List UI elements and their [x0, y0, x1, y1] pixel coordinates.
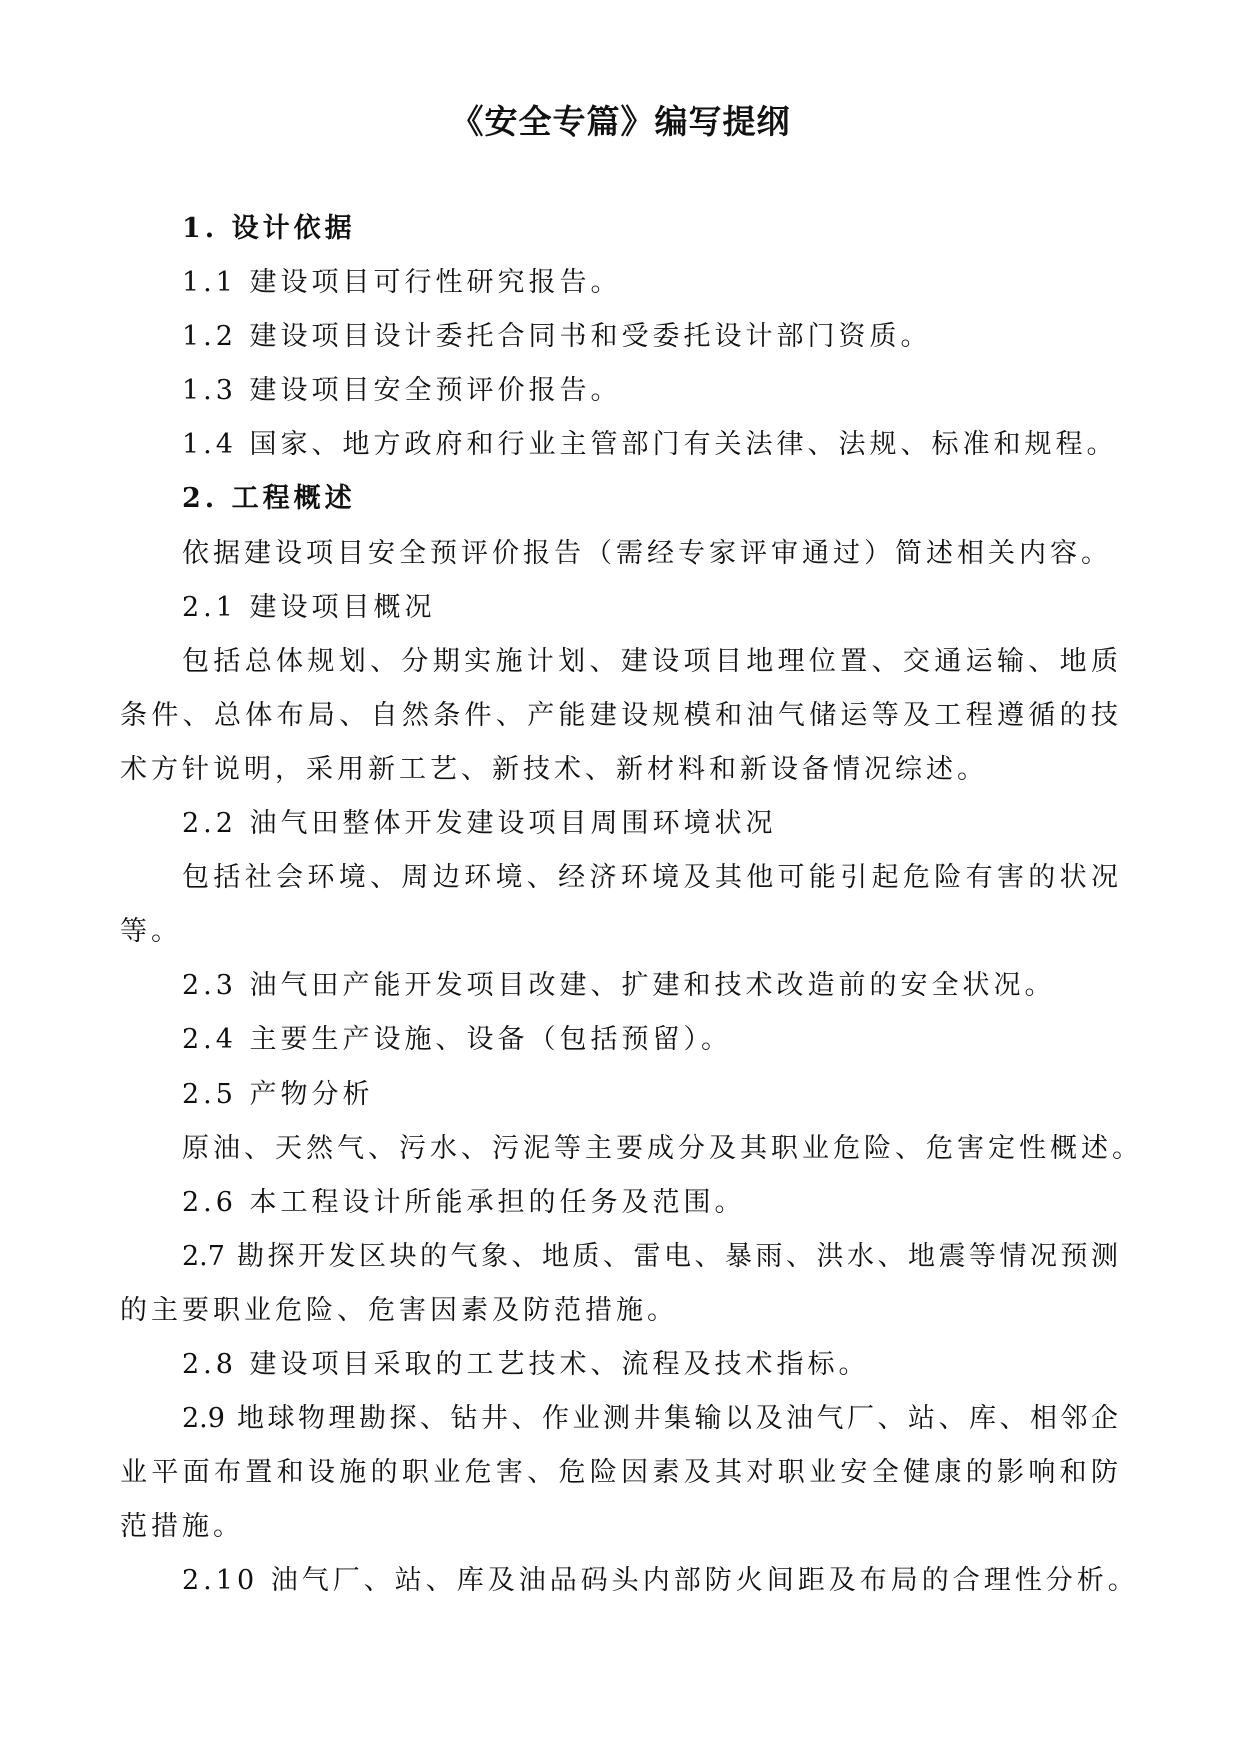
text-line: 条件、总体布局、自然条件、产能建设规模和油气储运等及工程遵循的技: [120, 699, 1118, 731]
paragraph: [120, 851, 1118, 959]
paragraph: [120, 1013, 1118, 1067]
text-line: 1.1 建设项目可行性研究报告。: [182, 267, 622, 299]
text-line: 2.4 主要生产设施、设备（包括预留）。: [182, 1024, 733, 1056]
text-line: 等。: [120, 916, 182, 948]
text-line: 2.8 建设项目采取的工艺技术、流程及技术指标。: [182, 1348, 870, 1380]
text-line: 2.3 油气田产能开发项目改建、扩建和技术改造前的安全状况。: [182, 970, 1056, 1002]
text-line: 1.2 建设项目设计委托合同书和受委托设计部门资质。: [182, 321, 932, 353]
document-title: 《安全专篇》编写提纲: [450, 102, 791, 141]
paragraph: [120, 1338, 1118, 1392]
text-line: 2.6 本工程设计所能承担的任务及范围。: [182, 1186, 746, 1218]
text-line: 依据建设项目安全预评价报告（需经专家评审通过）简述相关内容。: [182, 537, 1112, 569]
text-line: 包括社会环境、周边环境、经济环境及其他可能引起危险有害的状况: [182, 862, 1118, 894]
text-line: 1.4 国家、地方政府和行业主管部门有关法律、法规、标准和规程。: [182, 429, 1118, 461]
text-line: 包括总体规划、分期实施计划、建设项目地理位置、交通运输、地质: [182, 645, 1118, 677]
paragraph: [120, 1176, 1118, 1230]
text-line: 2.5 产物分析: [182, 1078, 374, 1110]
paragraph: [120, 1230, 1118, 1338]
text-line: 1.3 建设项目安全预评价报告。: [182, 375, 622, 407]
section-heading: [120, 472, 1118, 526]
text-line: 2.10 油气厂、站、库及油品码头内部防火间距及布局的合理性分析。: [182, 1565, 1139, 1597]
text-line: 原油、天然气、污水、污泥等主要成分及其职业危险、危害定性概述。: [182, 1132, 1143, 1164]
paragraph: [120, 527, 1118, 581]
paragraph: [120, 959, 1118, 1013]
paragraph: [120, 310, 1118, 364]
paragraph: [120, 256, 1118, 310]
text-line: 业平面布置和设施的职业危害、危险因素及其对职业安全健康的影响和防: [120, 1457, 1118, 1489]
text-line: 2.1 建设项目概况: [182, 591, 436, 623]
section-heading: [120, 202, 1118, 256]
text-line: 的主要职业危险、危害因素及防范措施。: [120, 1294, 678, 1326]
paragraph: [120, 1392, 1118, 1554]
paragraph: [120, 635, 1118, 797]
paragraph: [120, 364, 1118, 418]
document-body: [120, 202, 1143, 1608]
text-line: 2.2 油气田整体开发建设项目周围环境状况: [182, 808, 777, 840]
paragraph: [120, 1554, 1139, 1608]
text-line: 2.7 勘探开发区块的气象、地质、雷电、暴雨、洪水、地震等情况预测: [182, 1240, 1118, 1272]
paragraph: [120, 581, 1118, 635]
text-line: 2. 工程概述: [182, 483, 356, 515]
text-line: 2.9 地球物理勘探、钻井、作业测井集输以及油气厂、站、库、相邻企: [182, 1403, 1118, 1435]
paragraph: [120, 1068, 1118, 1122]
paragraph: [120, 1122, 1143, 1176]
text-line: 术方针说明，采用新工艺、新技术、新材料和新设备情况综述。: [120, 753, 988, 785]
paragraph: [120, 797, 1118, 851]
paragraph: [120, 418, 1118, 472]
text-line: 1. 设计依据: [182, 213, 356, 244]
text-line: 范措施。: [120, 1511, 244, 1543]
